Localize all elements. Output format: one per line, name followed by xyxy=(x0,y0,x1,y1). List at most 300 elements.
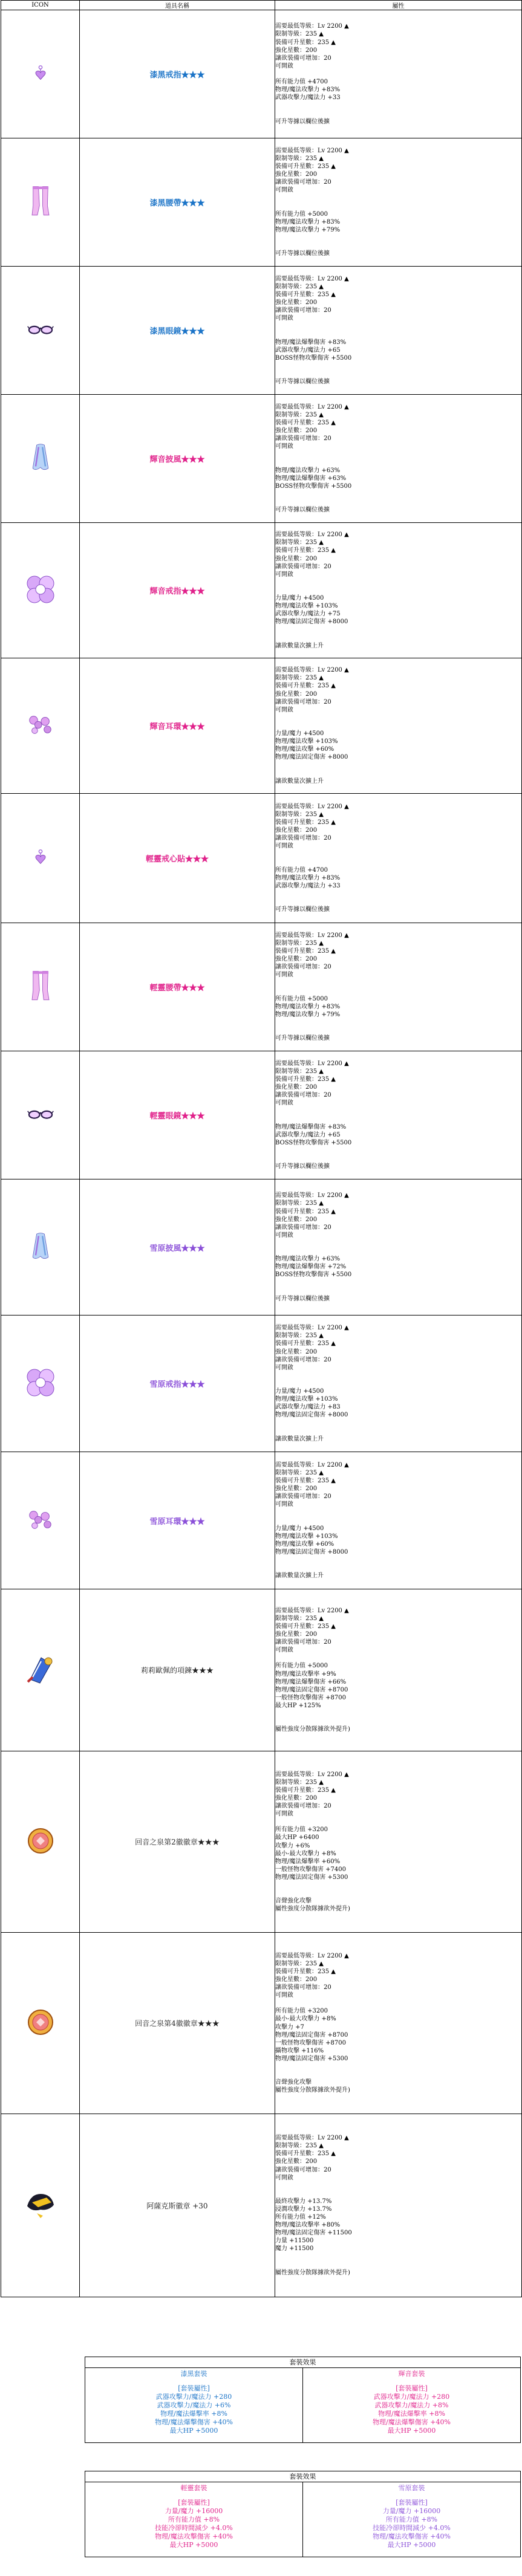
legs-icon xyxy=(24,969,57,1003)
ring-flower-icon xyxy=(24,573,57,606)
attribute-line: 需要最低等級：Lv 2200 ▲ xyxy=(275,1192,349,1199)
table-row xyxy=(1,1316,522,1452)
attribute-line: 讓欲裝備可增加：20 xyxy=(275,1803,331,1810)
set-effect-line: 物理/魔法爆擊傷害 +40% xyxy=(155,2418,233,2426)
attribute-line: 可開啟 xyxy=(275,62,293,70)
jewel-icon xyxy=(25,1826,56,1856)
attribute-line: 所有能力值 +5000 xyxy=(275,995,328,1002)
set-effect-line: 所有能力值 +8% xyxy=(168,2516,220,2523)
attribute-line: 物理/魔法攻擊 +103% xyxy=(275,603,338,610)
set-effect-line: 武器攻擊力/魔法力 +6% xyxy=(157,2401,231,2409)
attribute-line: 裝備可升星數：235 ▲ xyxy=(275,1968,336,1975)
attribute-line xyxy=(275,2063,521,2071)
attribute-line: 裝備可升星數：235 ▲ xyxy=(275,819,336,826)
item-icon-cell xyxy=(1,138,80,267)
attribute-line: 讓欲裝備可增加：20 xyxy=(275,835,331,842)
item-icon-cell xyxy=(1,1933,80,2114)
item-name: 回音之泉第4徽徽章★★★ xyxy=(80,1933,275,2114)
attribute-line xyxy=(275,714,521,722)
attribute-line: 讓欲裝備可增加：20 xyxy=(275,1639,331,1646)
attribute-line: 限制等級：235 ▲ xyxy=(275,1469,324,1476)
item-attributes xyxy=(275,2114,522,2297)
item-name: 阿薩克斯徽章 +30 xyxy=(80,2114,275,2297)
mask-icon xyxy=(25,2189,56,2221)
set-effect-table-1 xyxy=(85,2357,521,2443)
attribute-line: 所有能力值 +4700 xyxy=(275,79,328,86)
attribute-line xyxy=(275,1155,521,1163)
set-effect-line: 物理/魔法爆擊率 +8% xyxy=(378,2410,445,2418)
attribute-line: 力量/魔力 +4500 xyxy=(275,730,324,738)
attribute-line xyxy=(275,1115,521,1123)
attribute-line: 強化星數：200 xyxy=(275,1631,318,1638)
shield-icon xyxy=(24,1653,57,1685)
attribute-line: 物理/魔法攻擊 +103% xyxy=(275,1396,338,1403)
item-attributes xyxy=(275,923,522,1051)
item-name: 輕靈戒心貼★★★ xyxy=(80,794,275,923)
attribute-line: 所有能力值 +5000 xyxy=(275,1663,328,1670)
item-icon-cell xyxy=(1,794,80,923)
attribute-line: 物理/魔法攻擊力 +79% xyxy=(275,1011,341,1018)
attribute-line: 裝備可升星數：235 ▲ xyxy=(275,1076,336,1083)
attribute-line xyxy=(275,1818,521,1826)
attribute-line xyxy=(275,2253,521,2261)
attribute-line: 物理/魔法爆擊傷害 +83% xyxy=(275,1123,347,1131)
attribute-line: BOSS怪物攻擊傷害 +5500 xyxy=(275,354,352,362)
set-effect-line: [套裝屬性] xyxy=(178,2384,210,2392)
set-effect-line: 力量/魔力 +16000 xyxy=(165,2507,223,2515)
item-name: 雪原戒指★★★ xyxy=(80,1316,275,1452)
set-effect-line: 武器攻擊力/魔法力 +280 xyxy=(155,2393,232,2401)
attribute-line: 物理/魔法攻擊率 +9% xyxy=(275,1670,336,1678)
table-row xyxy=(1,1751,522,1933)
attribute-line: 武器攻擊力/魔法力 +83 xyxy=(275,1404,341,1411)
item-name: 輝音耳環★★★ xyxy=(80,658,275,794)
attribute-line xyxy=(275,586,521,594)
table-row xyxy=(1,395,522,523)
attribute-line: 需要最低等級：Lv 2200 ▲ xyxy=(275,1607,349,1614)
attribute-line: 裝備可升星數：235 ▲ xyxy=(275,291,336,299)
attribute-line: 屬性強度分散隊據欲外提升) xyxy=(275,1906,350,1913)
item-attributes xyxy=(275,1179,522,1316)
attribute-line: 裝備可升星數：235 ▲ xyxy=(275,1623,336,1630)
set-name: 雪原套裝 xyxy=(398,2484,425,2492)
item-icon-cell xyxy=(1,1751,80,1933)
legs-icon xyxy=(24,184,57,218)
attribute-line: 可升等據以欄位後擴 xyxy=(275,378,330,386)
attribute-line: 力量/魔力 +4500 xyxy=(275,1525,324,1532)
attribute-line xyxy=(275,1019,521,1027)
attribute-line: 讓欲數量次擴上升 xyxy=(275,1572,324,1580)
attribute-line: 強化星數：200 xyxy=(275,956,318,963)
attribute-line: 物理/魔法固定傷害 +5300 xyxy=(275,1874,348,1881)
attribute-line: 魔力 +11500 xyxy=(275,2245,314,2253)
attribute-line xyxy=(275,1718,521,1725)
item-name: 雪原耳環★★★ xyxy=(80,1452,275,1589)
attribute-line xyxy=(275,1107,521,1115)
attribute-line: 攻擊力 +6% xyxy=(275,1842,310,1849)
attribute-line: 裝備可升星數：235 ▲ xyxy=(275,163,336,170)
attribute-line: 可開啟 xyxy=(275,187,293,194)
attribute-line: 限制等級：235 ▲ xyxy=(275,1615,324,1622)
attribute-line: 裝備可升星數：235 ▲ xyxy=(275,2150,336,2158)
item-attributes xyxy=(275,1316,522,1452)
attribute-line: BOSS怪物攻擊傷害 +5500 xyxy=(275,482,352,490)
attribute-line: 屬性強度分散隊據欲外提升) xyxy=(275,2087,350,2094)
attribute-line: 攝物攻擊 +116% xyxy=(275,2047,324,2054)
attribute-line: 需要最低等級：Lv 2200 ▲ xyxy=(275,275,349,282)
item-icon-cell xyxy=(1,658,80,794)
table-row xyxy=(1,2114,522,2297)
attribute-line: 可開啟 xyxy=(275,1501,293,1508)
attribute-line: 限制等級：235 ▲ xyxy=(275,2143,324,2150)
attribute-line xyxy=(275,498,521,506)
attribute-line: 裝備可升星數：235 ▲ xyxy=(275,1208,336,1215)
attribute-line: 強化星數：200 xyxy=(275,1485,318,1493)
attribute-line: 所有能力值 +3200 xyxy=(275,1826,328,1834)
item-attributes xyxy=(275,395,522,523)
attribute-line: 武器攻擊力/魔法力 +75 xyxy=(275,611,341,618)
attribute-line: 一般怪物攻擊傷害 +7400 xyxy=(275,1866,347,1873)
heart-earring-icon xyxy=(32,849,49,866)
attribute-line: 讓欲裝備可增加：20 xyxy=(275,179,331,186)
attribute-line xyxy=(275,979,521,987)
attribute-line: 讓欲數量次擴上升 xyxy=(275,777,324,785)
table-header-row xyxy=(1,1,522,10)
ring-flower-icon xyxy=(24,1366,57,1400)
attribute-line: 讓欲裝備可增加：20 xyxy=(275,964,331,971)
attribute-line: 讓欲裝備可增加：20 xyxy=(275,1224,331,1231)
attribute-line: 物理/魔法攻擊 +103% xyxy=(275,1533,338,1540)
attribute-line xyxy=(275,1239,521,1247)
attribute-line xyxy=(275,1027,521,1034)
attribute-line: 一般怪物攻擊傷害 +8700 xyxy=(275,2039,347,2046)
attribute-line xyxy=(275,194,521,202)
attribute-line: 裝備可升星數：235 ▲ xyxy=(275,1786,336,1794)
attribute-line: 武器攻擊力/魔法力 +65 xyxy=(275,1131,341,1138)
table-row xyxy=(1,794,522,923)
attribute-line: 武器攻擊力/魔法力 +65 xyxy=(275,346,341,354)
attribute-line: 可升等據以欄位後擴 xyxy=(275,118,330,125)
attribute-line: 需要最低等級：Lv 2200 ▲ xyxy=(275,932,349,939)
item-name: 輝音戒指★★★ xyxy=(80,523,275,658)
attribute-line xyxy=(275,2190,521,2198)
attribute-line: BOSS怪物攻擊傷害 +5500 xyxy=(275,1271,352,1279)
set-effect-title: 套裝效果 xyxy=(85,2357,521,2368)
attribute-line xyxy=(275,203,521,210)
attribute-line: 限制等級：235 ▲ xyxy=(275,411,324,418)
attribute-line: 物理/魔法攻擊 +60% xyxy=(275,1540,334,1548)
item-icon-cell xyxy=(1,1051,80,1179)
attribute-line xyxy=(275,850,521,858)
attribute-line: 裝備可升星數：235 ▲ xyxy=(275,683,336,690)
set-effect-cell xyxy=(303,2482,521,2557)
item-icon-cell xyxy=(1,1316,80,1452)
attribute-line: 物理/魔法攻擊力 +63% xyxy=(275,467,341,474)
table-row xyxy=(1,1589,522,1751)
attribute-line xyxy=(275,322,521,330)
item-attributes xyxy=(275,1051,522,1179)
item-name: 雪原披風★★★ xyxy=(80,1179,275,1316)
set-name: 輝音套裝 xyxy=(398,2370,425,2378)
set-name: 漆黑套裝 xyxy=(180,2370,207,2378)
item-icon-cell xyxy=(1,523,80,658)
attribute-line xyxy=(275,1372,521,1380)
header-name: 道具名稱 xyxy=(80,1,275,10)
attribute-line: 可升等據以欄位後擴 xyxy=(275,1295,330,1302)
attribute-line xyxy=(275,1889,521,1897)
set-effect-line: [套裝屬性] xyxy=(396,2384,428,2392)
attribute-line: 可升等據以欄位後擴 xyxy=(275,1163,330,1170)
set-effect-line: 武器攻擊力/魔法力 +8% xyxy=(374,2401,449,2409)
item-name: 輝音披風★★★ xyxy=(80,395,275,523)
attribute-line: 限制等級：235 ▲ xyxy=(275,811,324,818)
attribute-line: 可升等據以欄位後擴 xyxy=(275,250,330,258)
attribute-line xyxy=(275,1654,521,1662)
attribute-line: 限制等級：235 ▲ xyxy=(275,1960,324,1967)
item-icon-cell xyxy=(1,1589,80,1751)
attribute-line: 讓欲數量次擴上升 xyxy=(275,1435,324,1442)
attribute-line: 限制等級：235 ▲ xyxy=(275,539,324,547)
attribute-line: 物理/魔法攻擊率 +80% xyxy=(275,2222,341,2229)
set-effect-cell xyxy=(85,2368,303,2443)
item-attributes xyxy=(275,10,522,138)
attribute-line: 需要最低等級：Lv 2200 ▲ xyxy=(275,803,349,810)
attribute-line xyxy=(275,1710,521,1718)
table-row xyxy=(1,1179,522,1316)
attribute-line xyxy=(275,1147,521,1155)
attribute-line: 裝備可升星數：235 ▲ xyxy=(275,420,336,427)
cape-icon xyxy=(26,1232,55,1261)
attribute-line xyxy=(275,579,521,586)
attribute-line xyxy=(275,1556,521,1564)
attribute-line: 物理/魔法爆擊傷害 +72% xyxy=(275,1264,347,1271)
attribute-line: 限制等級：235 ▲ xyxy=(275,1779,324,1786)
glasses-icon xyxy=(27,316,54,343)
attribute-line: 音聲強化攻擊 xyxy=(275,2079,312,2086)
attribute-line: 強化星數：200 xyxy=(275,47,318,54)
attribute-line: 強化星數：200 xyxy=(275,1216,318,1223)
attribute-line: 武器攻擊力/魔法力 +33 xyxy=(275,882,341,889)
attribute-line: 強化星數：200 xyxy=(275,1794,318,1802)
attribute-line: 讓欲裝備可增加：20 xyxy=(275,1984,331,1991)
attribute-line xyxy=(275,722,521,730)
attribute-line: 讓欲裝備可增加：20 xyxy=(275,563,331,570)
attribute-line: 物理/魔法固定傷害 +11500 xyxy=(275,2230,352,2237)
attribute-line: 強化星數：200 xyxy=(275,690,318,698)
attribute-line: 所有能力值 +12% xyxy=(275,2214,326,2221)
attribute-line: 物理/魔法爆擊傷害 +66% xyxy=(275,1678,347,1685)
attribute-line: 力量/魔力 +4500 xyxy=(275,595,324,602)
attribute-line: 可開啟 xyxy=(275,1811,293,1818)
attribute-line: 需要最低等級：Lv 2200 ▲ xyxy=(275,403,349,410)
attribute-line: 需要最低等級：Lv 2200 ▲ xyxy=(275,1461,349,1468)
attribute-line: 強化星數：200 xyxy=(275,171,318,178)
attribute-line: 讓欲裝備可增加：20 xyxy=(275,54,331,62)
attribute-line xyxy=(275,370,521,378)
set-effect-cell xyxy=(85,2482,303,2557)
item-name: 輕靈眼鏡★★★ xyxy=(80,1051,275,1179)
item-icon-cell xyxy=(1,2114,80,2297)
attribute-line: 強化星數：200 xyxy=(275,1348,318,1355)
item-name: 漆黑腰帶★★★ xyxy=(80,138,275,267)
attribute-line: 需要最低等級：Lv 2200 ▲ xyxy=(275,1060,349,1067)
item-icon-cell xyxy=(1,395,80,523)
attribute-line: 可升等據以欄位後擴 xyxy=(275,507,330,514)
set-effect-line: 技能冷卻時間減少 +4.0% xyxy=(155,2524,233,2532)
item-name: 回音之泉第2徽徽章★★★ xyxy=(80,1751,275,1933)
set-effect-line: 最大HP +5000 xyxy=(169,2427,218,2435)
attribute-line: 物理/魔法攻擊力 +83% xyxy=(275,1003,341,1010)
attribute-line xyxy=(275,1564,521,1572)
set-effect-line: [套裝屬性] xyxy=(178,2499,210,2506)
attribute-line xyxy=(275,898,521,906)
attribute-line: 強化星數：200 xyxy=(275,1976,318,1983)
attribute-line xyxy=(275,234,521,242)
attribute-line: 物理/魔法攻擊力 +83% xyxy=(275,874,341,881)
attribute-line xyxy=(275,490,521,498)
attribute-line xyxy=(275,1380,521,1387)
item-attributes xyxy=(275,267,522,395)
attribute-line xyxy=(275,1286,521,1294)
item-attributes xyxy=(275,523,522,658)
attribute-line: 需要最低等級：Lv 2200 ▲ xyxy=(275,1771,349,1778)
item-icon-cell xyxy=(1,1179,80,1316)
attribute-line xyxy=(275,109,521,117)
table-row xyxy=(1,523,522,658)
attribute-line: 裝備可升星數：235 ▲ xyxy=(275,1340,336,1348)
table-row xyxy=(1,138,522,267)
attribute-line: 物理/魔法固定傷害 +8000 xyxy=(275,754,348,761)
attribute-line: 力量/魔力 +4500 xyxy=(275,1388,324,1395)
attribute-line: 物理/魔法攻擊力 +83% xyxy=(275,86,341,94)
attribute-line: 需要最低等級：Lv 2200 ▲ xyxy=(275,531,349,539)
item-name: 漆黑戒指★★★ xyxy=(80,10,275,138)
attribute-line: 限制等級：235 ▲ xyxy=(275,155,324,162)
table-row xyxy=(1,1051,522,1179)
attribute-line: 需要最低等級：Lv 2200 ▲ xyxy=(275,1325,349,1332)
attribute-line: BOSS怪物攻擊傷害 +5500 xyxy=(275,1139,352,1146)
attribute-line: 讓欲裝備可增加：20 xyxy=(275,698,331,706)
item-attributes xyxy=(275,658,522,794)
attribute-line xyxy=(275,102,521,109)
attribute-line xyxy=(275,1247,521,1255)
attribute-line xyxy=(275,459,521,467)
attribute-line: 可開啟 xyxy=(275,315,293,322)
attribute-line xyxy=(275,890,521,898)
cape-icon xyxy=(26,443,55,472)
attribute-line: 物理/魔法固定傷害 +8000 xyxy=(275,618,348,626)
attribute-line: 可開啟 xyxy=(275,1231,293,1239)
attribute-line: 物理/魔法攻擊 +103% xyxy=(275,738,338,745)
attribute-line: 物理/魔法固定傷害 +8700 xyxy=(275,1686,348,1693)
attribute-line xyxy=(275,331,521,339)
attribute-line: 需要最低等級：Lv 2200 ▲ xyxy=(275,1952,349,1959)
item-attributes xyxy=(275,1933,522,2114)
attribute-line: 可開啟 xyxy=(275,972,293,979)
item-icon-cell xyxy=(1,267,80,395)
attribute-line: 可開啟 xyxy=(275,1647,293,1654)
attribute-line: 讓欲裝備可增加：20 xyxy=(275,2166,331,2173)
attribute-line: 屬性強度分散隊據欲外提升) xyxy=(275,1726,350,1733)
set-effect-line: 物理/魔法爆擊傷害 +40% xyxy=(373,2418,451,2426)
heart-earring-icon xyxy=(32,65,49,82)
attribute-line: 讓欲裝備可增加：20 xyxy=(275,1356,331,1363)
attribute-line xyxy=(275,626,521,634)
attribute-line: 需要最低等級：Lv 2200 ▲ xyxy=(275,2135,349,2142)
attribute-line: 讓欲裝備可增加：20 xyxy=(275,1493,331,1501)
attribute-line: 限制等級：235 ▲ xyxy=(275,939,324,947)
attribute-line: 武器攻擊力/魔法力 +33 xyxy=(275,94,341,102)
set-effect-line: [套裝屬性] xyxy=(396,2499,428,2506)
attribute-line xyxy=(275,242,521,250)
set-effect-title: 套裝效果 xyxy=(85,2471,521,2482)
table-row xyxy=(1,267,522,395)
attribute-line: 限制等級：235 ▲ xyxy=(275,31,324,38)
attribute-line xyxy=(275,1881,521,1889)
header-attr: 屬性 xyxy=(275,1,522,10)
set-effect-table-2 xyxy=(85,2471,521,2557)
attribute-line: 可開啟 xyxy=(275,706,293,713)
set-effect-line: 武器攻擊力/魔法力 +280 xyxy=(373,2393,450,2401)
earring-flower-icon xyxy=(27,1506,54,1534)
item-name: 輕靈腰帶★★★ xyxy=(80,923,275,1051)
attribute-line: 可開啟 xyxy=(275,2174,293,2181)
attribute-line: 屬性強度分散隊據欲外提升) xyxy=(275,2269,350,2276)
attribute-line: 限制等級：235 ▲ xyxy=(275,1332,324,1340)
set-effect-line: 力量/魔力 +16000 xyxy=(382,2507,441,2515)
attribute-line: 物理/魔法爆擊傷害 +83% xyxy=(275,339,347,346)
item-attributes xyxy=(275,138,522,267)
attribute-line: 力量 +11500 xyxy=(275,2237,314,2245)
attribute-line: 強化星數：200 xyxy=(275,1084,318,1091)
attribute-line: 物理/魔法攻擊力 +63% xyxy=(275,1256,341,1263)
attribute-line: 物理/魔法固定傷害 +8700 xyxy=(275,2031,348,2039)
attribute-line: 強化星數：200 xyxy=(275,299,318,307)
set-effect-cell xyxy=(303,2368,521,2443)
attribute-line: 最大HP +125% xyxy=(275,1702,321,1709)
set-effect-line: 所有能力值 +8% xyxy=(385,2516,438,2523)
attribute-line: 限制等級：235 ▲ xyxy=(275,1200,324,1207)
table-row xyxy=(1,1933,522,2114)
attribute-line xyxy=(275,1516,521,1524)
item-icon-cell xyxy=(1,923,80,1051)
attribute-line: 可開啟 xyxy=(275,571,293,578)
attribute-line: 一般怪物攻擊傷害 +8700 xyxy=(275,1694,347,1701)
attribute-line: 最終攻擊力 +13.7% xyxy=(275,2198,332,2205)
attribute-line: 讓欲數量次擴上升 xyxy=(275,642,324,649)
attribute-line: 需要最低等級：Lv 2200 ▲ xyxy=(275,23,349,30)
item-icon-cell xyxy=(1,1452,80,1589)
attribute-line: 限制等級：235 ▲ xyxy=(275,1068,324,1075)
set-effect-line: 最大HP +5000 xyxy=(387,2427,436,2435)
item-attributes xyxy=(275,794,522,923)
attribute-line xyxy=(275,70,521,78)
attribute-line: 可開啟 xyxy=(275,1364,293,1371)
attribute-line: 物理/魔法攻擊 +60% xyxy=(275,746,334,753)
attribute-line xyxy=(275,770,521,777)
attribute-line: 物理/魔法爆擊率 +60% xyxy=(275,1858,341,1865)
set-effect-line: 物理/魔法攻擊傷害 +40% xyxy=(155,2532,233,2540)
attribute-line xyxy=(275,2071,521,2078)
attribute-line: 強化星數：200 xyxy=(275,2158,318,2166)
table-row xyxy=(1,923,522,1051)
attribute-line xyxy=(275,858,521,866)
item-attributes xyxy=(275,1751,522,1933)
attribute-line: 需要最低等級：Lv 2200 ▲ xyxy=(275,667,349,674)
attribute-line xyxy=(275,1279,521,1286)
attribute-line: 裝備可升星數：235 ▲ xyxy=(275,547,336,554)
attribute-line: 可開啟 xyxy=(275,1100,293,1107)
